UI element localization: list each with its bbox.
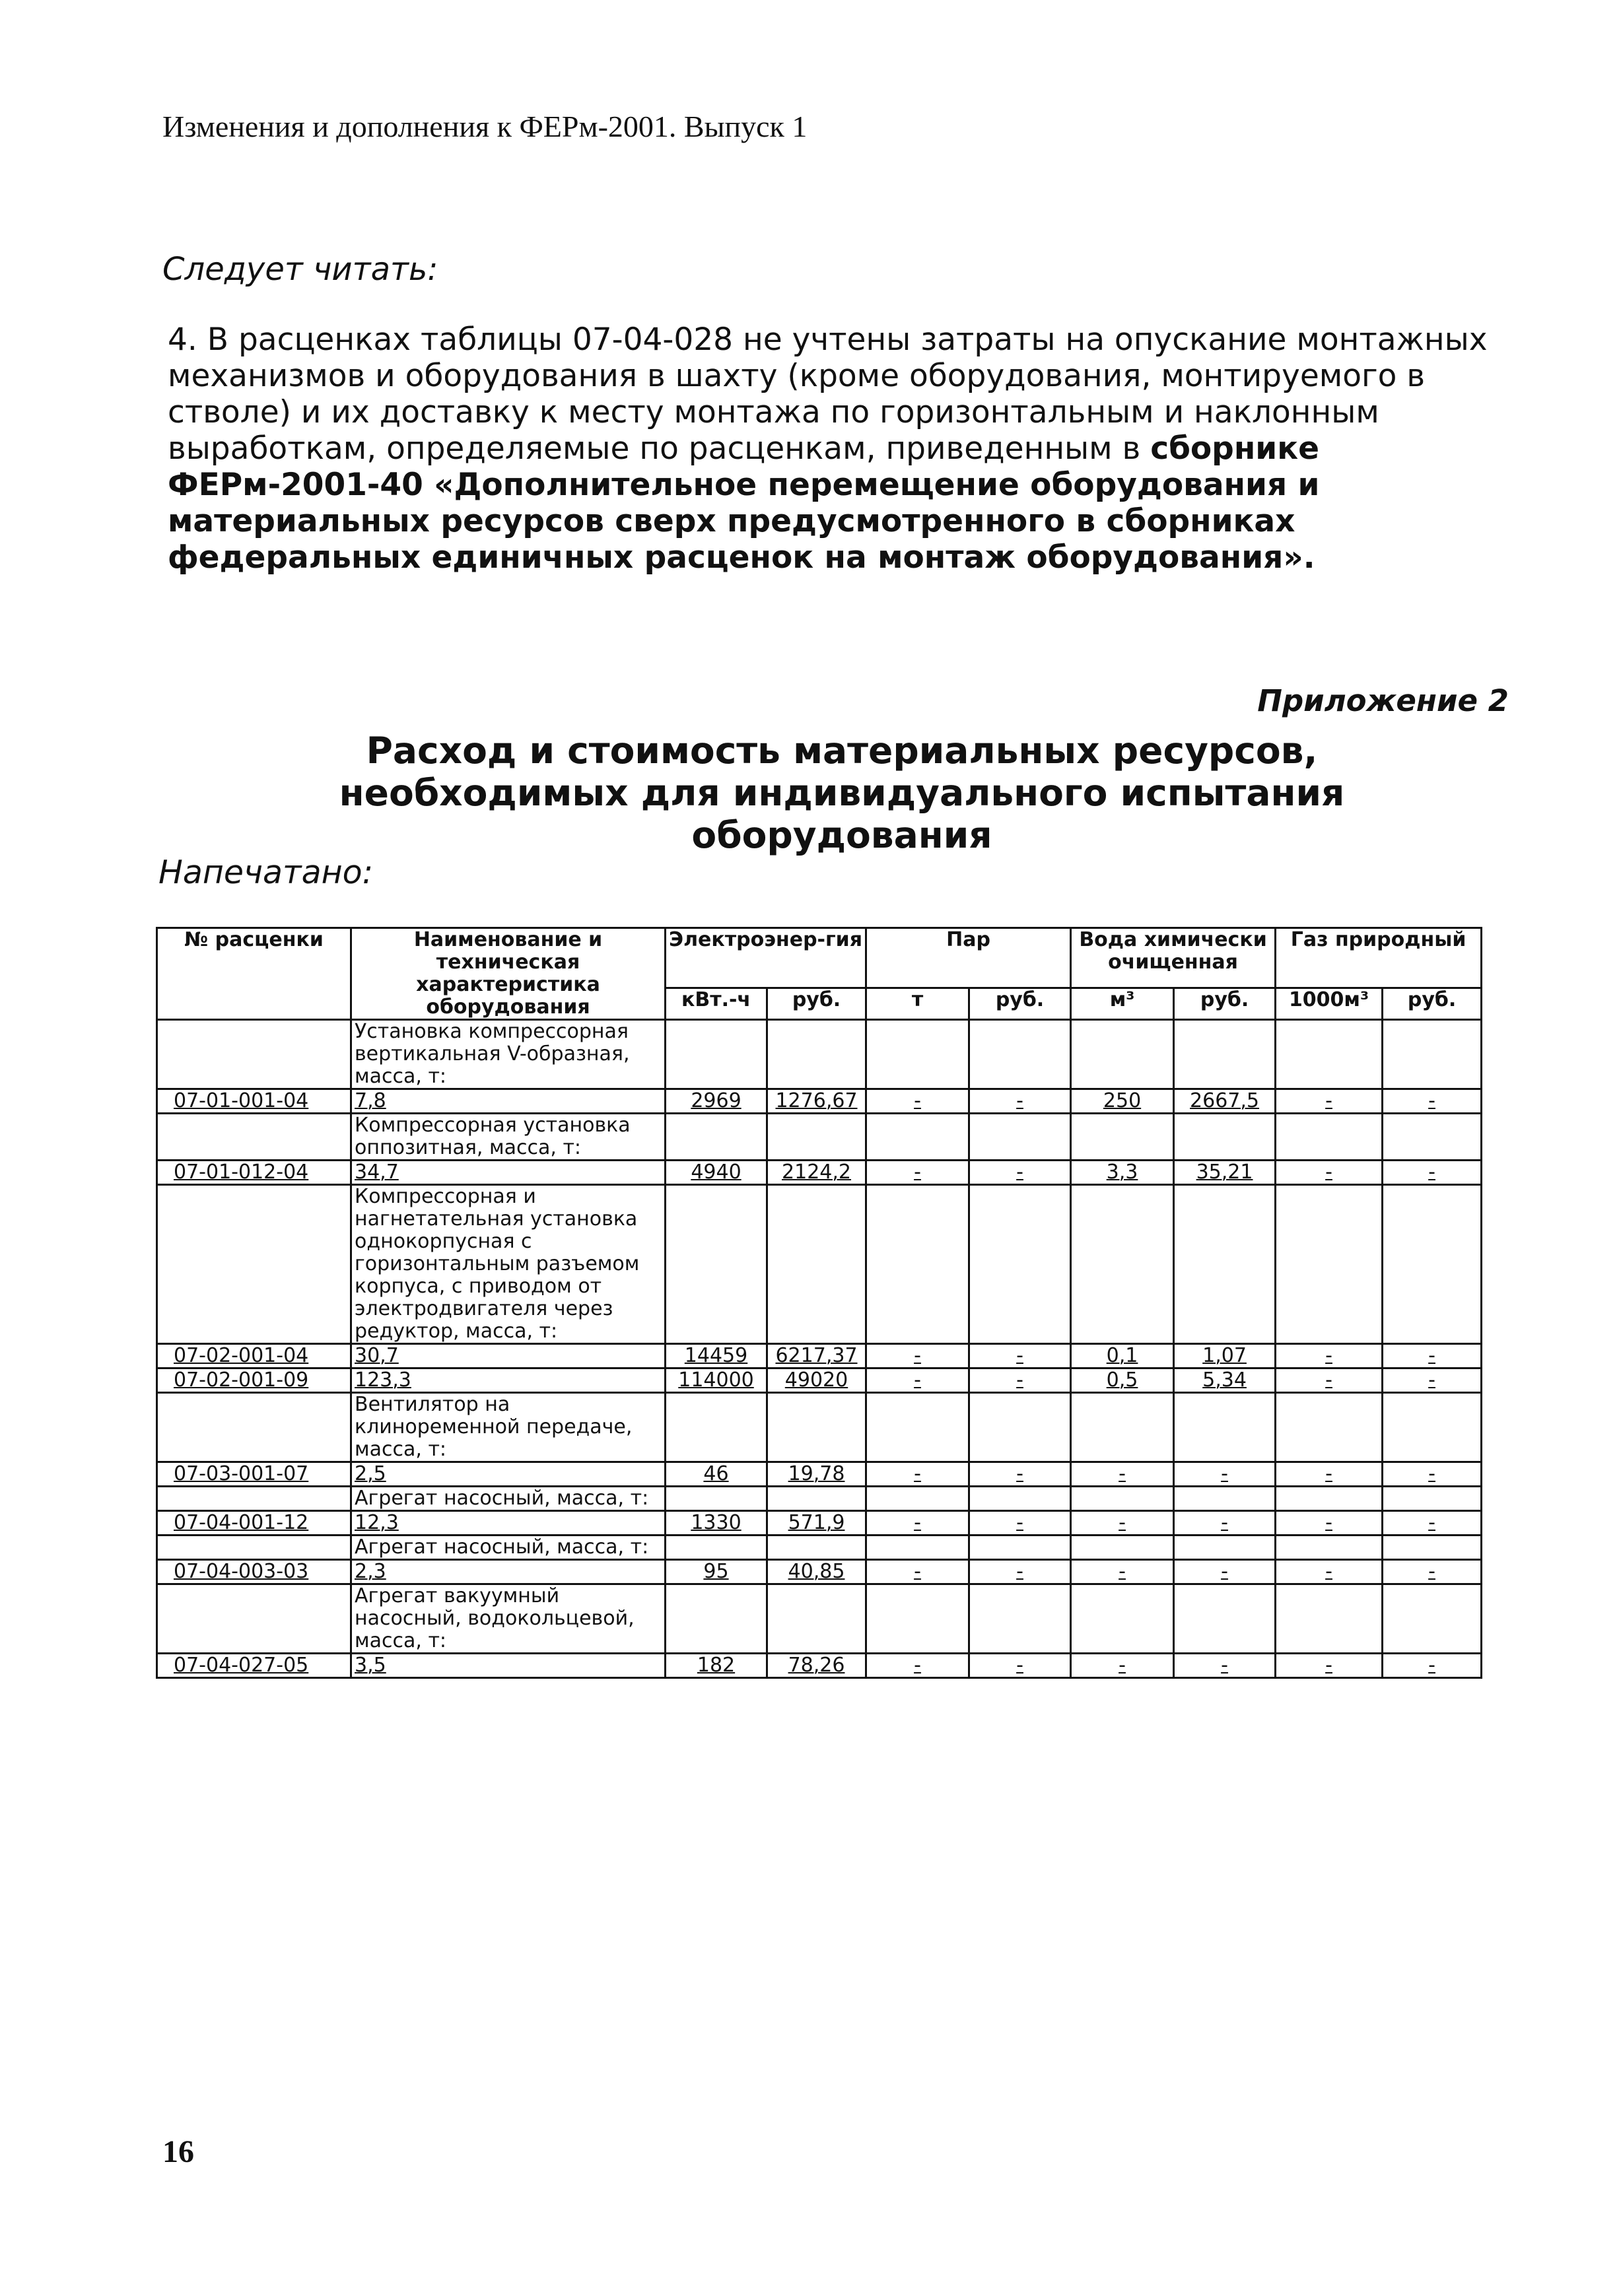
- cell-kwh: [666, 1020, 767, 1089]
- note-bold-text: сборнике ФЕРм-2001-40 «Дополнительное перемещение оборудования и материальных ресурсов сверх предусмотренного в сборниках федеральных единичных расценок на монтаж оборудования».: [168, 430, 1320, 576]
- table-row: [157, 1462, 1482, 1487]
- cell-rub4: -: [1383, 1462, 1482, 1487]
- cell-rub1: 40,85: [767, 1560, 866, 1584]
- cell-rub2: -: [969, 1560, 1071, 1584]
- cell-rub3: [1174, 1393, 1276, 1462]
- cell-rub3: -: [1174, 1462, 1276, 1487]
- cell-rub2: -: [969, 1368, 1071, 1393]
- cell-code: 07-04-003-03: [157, 1560, 351, 1584]
- cell-t: -: [866, 1344, 969, 1368]
- cell-rub4: [1383, 1487, 1482, 1511]
- cell-rub3: [1174, 1114, 1276, 1161]
- cell-t: [866, 1536, 969, 1560]
- cell-rub2: [969, 1487, 1071, 1511]
- cell-rub4: -: [1383, 1344, 1482, 1368]
- cell-kwh: [666, 1536, 767, 1560]
- cell-m3: 3,3: [1071, 1161, 1174, 1185]
- cell-rub3: 1,07: [1174, 1344, 1276, 1368]
- cell-rub1: 1276,67: [767, 1089, 866, 1114]
- col-header-water: Вода химически очищенная: [1071, 928, 1276, 988]
- cell-rub2: [969, 1584, 1071, 1654]
- cell-t: -: [866, 1462, 969, 1487]
- cell-kwh: 182: [666, 1654, 767, 1678]
- table-row-description: [157, 1584, 1482, 1654]
- cell-rub1: 78,26: [767, 1654, 866, 1678]
- cell-rub4: -: [1383, 1654, 1482, 1678]
- cell-rub2: [969, 1536, 1071, 1560]
- running-header: Изменения и дополнения к ФЕРм-2001. Выпуск 1: [162, 110, 808, 143]
- cell-rub1: [767, 1584, 866, 1654]
- cell-gas: [1276, 1536, 1383, 1560]
- cell-rub3: [1174, 1584, 1276, 1654]
- cell-kwh: [666, 1584, 767, 1654]
- table-row-description: [157, 1185, 1482, 1344]
- cell-code: 07-04-027-05: [157, 1654, 351, 1678]
- cell-m3: -: [1071, 1462, 1174, 1487]
- cell-t: -: [866, 1560, 969, 1584]
- cell-m3: 0,1: [1071, 1344, 1174, 1368]
- cell-rub3: 5,34: [1174, 1368, 1276, 1393]
- cell-rub1: [767, 1185, 866, 1344]
- cell-rub3: -: [1174, 1560, 1276, 1584]
- cell-t: [866, 1584, 969, 1654]
- cell-gas: -: [1276, 1462, 1383, 1487]
- cell-gas: -: [1276, 1089, 1383, 1114]
- col-header-t: т: [866, 988, 969, 1020]
- col-header-rub2: руб.: [969, 988, 1071, 1020]
- cell-code: 07-02-001-09: [157, 1368, 351, 1393]
- cell-name: 3,5: [351, 1654, 666, 1678]
- cell-m3: [1071, 1536, 1174, 1560]
- cell-name: Компрессорная установка оппозитная, масса, т:: [351, 1114, 666, 1161]
- table-header-row: [157, 928, 1482, 988]
- cell-m3: -: [1071, 1511, 1174, 1536]
- cell-rub4: [1383, 1020, 1482, 1089]
- col-header-name: Наименование и техническая характеристика оборудования: [351, 928, 666, 1020]
- cell-code: [157, 1584, 351, 1654]
- cell-gas: [1276, 1020, 1383, 1089]
- table-row-description: [157, 1536, 1482, 1560]
- cell-t: -: [866, 1654, 969, 1678]
- cell-code: [157, 1487, 351, 1511]
- cell-rub2: [969, 1393, 1071, 1462]
- col-header-m3: м³: [1071, 988, 1174, 1020]
- cell-name: Агрегат насосный, масса, т:: [351, 1487, 666, 1511]
- cell-rub1: [767, 1536, 866, 1560]
- cell-code: [157, 1393, 351, 1462]
- table-row: [157, 1654, 1482, 1678]
- cell-rub2: -: [969, 1161, 1071, 1185]
- cell-code: 07-04-001-12: [157, 1511, 351, 1536]
- cell-rub4: -: [1383, 1161, 1482, 1185]
- cell-rub4: -: [1383, 1560, 1482, 1584]
- cell-m3: [1071, 1020, 1174, 1089]
- cell-rub4: [1383, 1584, 1482, 1654]
- cell-rub2: -: [969, 1654, 1071, 1678]
- col-header-electricity: Электроэнер-гия: [666, 928, 866, 988]
- cell-rub3: [1174, 1020, 1276, 1089]
- note-paragraph: [168, 321, 1488, 576]
- cell-rub1: 571,9: [767, 1511, 866, 1536]
- cell-rub1: [767, 1114, 866, 1161]
- cell-name: Агрегат вакуумный насосный, водокольцевой, масса, т:: [351, 1584, 666, 1654]
- cell-name: 123,3: [351, 1368, 666, 1393]
- cell-gas: -: [1276, 1560, 1383, 1584]
- cell-gas: -: [1276, 1368, 1383, 1393]
- cell-code: [157, 1114, 351, 1161]
- table-row: [157, 1511, 1482, 1536]
- cell-kwh: 95: [666, 1560, 767, 1584]
- cell-rub2: [969, 1114, 1071, 1161]
- table-row-description: [157, 1487, 1482, 1511]
- cell-m3: 0,5: [1071, 1368, 1174, 1393]
- cell-t: -: [866, 1089, 969, 1114]
- cell-rub4: -: [1383, 1368, 1482, 1393]
- cell-rub2: [969, 1185, 1071, 1344]
- cell-rub4: [1383, 1185, 1482, 1344]
- cell-rub1: 49020: [767, 1368, 866, 1393]
- cell-rub2: [969, 1020, 1071, 1089]
- printed-label: Напечатано:: [158, 854, 374, 891]
- cell-rub3: 2667,5: [1174, 1089, 1276, 1114]
- cell-code: 07-01-012-04: [157, 1161, 351, 1185]
- cell-name: 34,7: [351, 1161, 666, 1185]
- should-read-label: Следует читать:: [162, 251, 438, 288]
- cell-code: [157, 1185, 351, 1344]
- cell-name: Установка компрессорная вертикальная V-образная, масса, т:: [351, 1020, 666, 1089]
- cell-code: [157, 1020, 351, 1089]
- document-title: Расход и стоимость материальных ресурсов, необходимых для индивидуального испытания оборудования: [339, 729, 1345, 856]
- cell-gas: -: [1276, 1511, 1383, 1536]
- cell-rub2: -: [969, 1344, 1071, 1368]
- col-header-code: № расценки: [157, 928, 351, 1020]
- table-row: [157, 1344, 1482, 1368]
- cell-rub4: -: [1383, 1511, 1482, 1536]
- cell-gas: [1276, 1114, 1383, 1161]
- cell-name: 2,5: [351, 1462, 666, 1487]
- cell-name: 30,7: [351, 1344, 666, 1368]
- cell-name: Вентилятор на клиноременной передаче, масса, т:: [351, 1393, 666, 1462]
- cell-rub4: [1383, 1536, 1482, 1560]
- cell-gas: [1276, 1584, 1383, 1654]
- table-row: [157, 1560, 1482, 1584]
- col-header-rub4: руб.: [1383, 988, 1482, 1020]
- cell-rub1: [767, 1393, 866, 1462]
- cell-kwh: [666, 1393, 767, 1462]
- cell-name: 7,8: [351, 1089, 666, 1114]
- cell-name: 12,3: [351, 1511, 666, 1536]
- appendix-label: Приложение 2: [1257, 683, 1509, 718]
- cell-rub3: [1174, 1185, 1276, 1344]
- cell-rub1: 19,78: [767, 1462, 866, 1487]
- cell-gas: [1276, 1185, 1383, 1344]
- cell-rub3: 35,21: [1174, 1161, 1276, 1185]
- cell-kwh: 1330: [666, 1511, 767, 1536]
- cell-rub3: -: [1174, 1511, 1276, 1536]
- cell-code: 07-03-001-07: [157, 1462, 351, 1487]
- cell-rub1: 6217,37: [767, 1344, 866, 1368]
- cell-rub4: -: [1383, 1089, 1482, 1114]
- note-text: 4. В расценках таблицы 07-04-028 не учтены затраты на опускание монтажных механизмов и оборудования в шахту (кроме оборудования, монтируемого в стволе) и их доставку к месту монтажа по горизонтальным и наклонным выработкам, определяемые по расценкам, приведенным в: [168, 321, 1488, 467]
- col-header-rub1: руб.: [767, 988, 866, 1020]
- cell-rub1: [767, 1020, 866, 1089]
- table-body: [157, 1020, 1482, 1678]
- cell-kwh: 14459: [666, 1344, 767, 1368]
- cell-t: [866, 1020, 969, 1089]
- cell-rub2: -: [969, 1089, 1071, 1114]
- table-row-description: [157, 1020, 1482, 1089]
- cell-t: [866, 1487, 969, 1511]
- cell-rub1: [767, 1487, 866, 1511]
- cell-gas: -: [1276, 1161, 1383, 1185]
- col-header-steam: Пар: [866, 928, 1071, 988]
- materials-table: [156, 927, 1482, 1679]
- table-row-description: [157, 1393, 1482, 1462]
- cell-name: 2,3: [351, 1560, 666, 1584]
- cell-rub2: -: [969, 1462, 1071, 1487]
- cell-t: -: [866, 1511, 969, 1536]
- cell-code: 07-01-001-04: [157, 1089, 351, 1114]
- cell-m3: [1071, 1584, 1174, 1654]
- cell-m3: [1071, 1114, 1174, 1161]
- cell-t: [866, 1185, 969, 1344]
- cell-kwh: 2969: [666, 1089, 767, 1114]
- cell-rub1: 2124,2: [767, 1161, 866, 1185]
- cell-gas: [1276, 1487, 1383, 1511]
- cell-code: [157, 1536, 351, 1560]
- cell-m3: [1071, 1185, 1174, 1344]
- cell-m3: 250: [1071, 1089, 1174, 1114]
- cell-name: Компрессорная и нагнетательная установка однокорпусная с горизонтальным разъемом корпуса, с приводом от электродвигателя через редуктор, масса, т:: [351, 1185, 666, 1344]
- cell-m3: [1071, 1393, 1174, 1462]
- cell-name: Агрегат насосный, масса, т:: [351, 1536, 666, 1560]
- cell-m3: -: [1071, 1560, 1174, 1584]
- cell-rub3: [1174, 1536, 1276, 1560]
- cell-rub4: [1383, 1393, 1482, 1462]
- cell-rub4: [1383, 1114, 1482, 1161]
- cell-kwh: 114000: [666, 1368, 767, 1393]
- cell-m3: [1071, 1487, 1174, 1511]
- cell-rub3: -: [1174, 1654, 1276, 1678]
- cell-code: 07-02-001-04: [157, 1344, 351, 1368]
- cell-t: [866, 1393, 969, 1462]
- cell-kwh: [666, 1487, 767, 1511]
- col-header-gas: Газ природный: [1276, 928, 1482, 988]
- cell-rub2: -: [969, 1511, 1071, 1536]
- cell-gas: -: [1276, 1654, 1383, 1678]
- table-row: [157, 1368, 1482, 1393]
- cell-m3: -: [1071, 1654, 1174, 1678]
- cell-t: -: [866, 1161, 969, 1185]
- cell-rub3: [1174, 1487, 1276, 1511]
- table-row: [157, 1089, 1482, 1114]
- cell-kwh: 46: [666, 1462, 767, 1487]
- table-row-description: [157, 1114, 1482, 1161]
- cell-kwh: 4940: [666, 1161, 767, 1185]
- cell-t: -: [866, 1368, 969, 1393]
- cell-gas: -: [1276, 1344, 1383, 1368]
- col-header-1000m3: 1000м³: [1276, 988, 1383, 1020]
- cell-kwh: [666, 1114, 767, 1161]
- cell-t: [866, 1114, 969, 1161]
- table-row: [157, 1161, 1482, 1185]
- col-header-kwh: кВт.-ч: [666, 988, 767, 1020]
- col-header-rub3: руб.: [1174, 988, 1276, 1020]
- cell-gas: [1276, 1393, 1383, 1462]
- page-number: 16: [162, 2134, 194, 2169]
- cell-kwh: [666, 1185, 767, 1344]
